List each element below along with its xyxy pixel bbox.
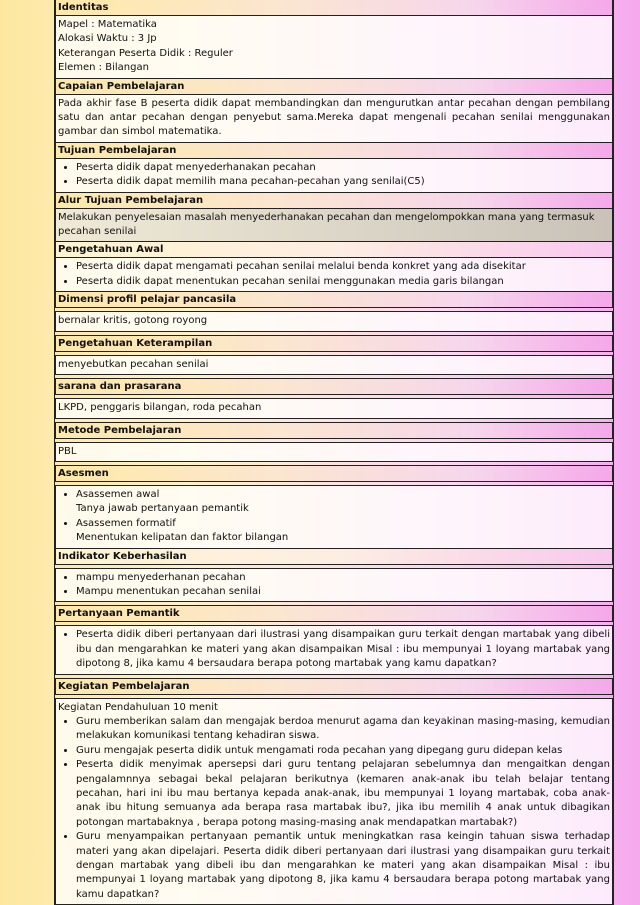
kegiatan-list	[58, 715, 610, 902]
identitas-line: Elemen : Bilangan	[58, 62, 149, 74]
list-item: • Mampu menentukan pecahan senilai	[76, 585, 610, 599]
list-item: • Peserta didik menyimak apersepsi dari guru tentang pelajaran sebelumnya dan mengaitkan dengan pengalamnnya sebagai bekal pelajaran berikutnya (kemaren anak-anak ibu telah belajar tentang pecahan, hari ini ibu mau bertanya kepada anak-anak, ibu mempunyai 1 loyang martabak, coba anak-anak ibu hitung semuanya ada berapa rasa martabak ibu?, jika ibu memilih 4 anak untuk dibagikan potongan martabaknya , berapa potong masing-masing anak mendapatkan martabak?)	[76, 758, 610, 830]
section-header-indikator: Indikator Keberhasilan	[55, 549, 613, 565]
section-header-metode: Metode Pembelajaran	[55, 422, 613, 439]
tujuan-list	[58, 161, 610, 190]
section-header-keterampilan: Pengetahuan Keterampilan	[55, 335, 613, 352]
list-item: • mampu menyederhanan pecahan	[76, 571, 610, 585]
tujuan-box	[55, 159, 613, 193]
section-header-identitas: Identitas	[55, 0, 613, 16]
section-header-alur: Alur Tujuan Pembelajaran	[55, 193, 613, 209]
list-item: • Peserta didik dapat memilih mana pecahan-pecahan yang senilai(C5)	[76, 175, 610, 189]
section-header-pemantik: Pertanyaan Pemantik	[55, 605, 613, 622]
asesmen-list	[58, 488, 610, 546]
list-item: • Guru memberikan salam dan mengajak berdoa menurut agama dan keyakinan masing-masing, kemudian melakukan komunikasi tentang kehadiran siswa.	[76, 715, 610, 744]
sarana-text: LKPD, penggaris bilangan, roda pecahan	[55, 398, 613, 418]
asesmen-label: Asassemen formatif	[76, 517, 176, 529]
section-header-capaian: Capaian Pembelajaran	[55, 79, 613, 95]
kegiatan-box	[55, 698, 613, 905]
identitas-line: Keterangan Peserta Didik : Reguler	[58, 47, 233, 59]
list-item	[76, 517, 610, 546]
metode-text: PBL	[55, 442, 613, 462]
identitas-line: Alokasi Waktu : 3 Jp	[58, 33, 157, 45]
section-header-pengetahuan-awal: Pengetahuan Awal	[55, 242, 613, 258]
pemantik-box	[55, 625, 613, 674]
section-header-asesmen: Asesmen	[55, 465, 613, 482]
indikator-box	[55, 568, 613, 603]
alur-text: Melakukan penyelesaian masalah menyederhanakan pecahan dan mengelompokkan mana yang termasuk pecahan senilai	[55, 209, 613, 243]
list-item: • Peserta didik diberi pertanyaan dari ilustrasi yang disampaikan guru terkait dengan martabak yang dibeli ibu dan mengarahkan ke materi yang akan disampaikan Misal : ibu mempunyai 1 loyang martabak yang dipotong 8, jika kamu 4 bersaudara berapa potong martabak yang kamu dapatkan?	[76, 628, 610, 671]
section-header-dimensi: Dimensi profil pelajar pancasila	[55, 292, 613, 308]
dimensi-text: bernalar kritis, gotong royong	[55, 311, 613, 331]
list-item	[76, 488, 610, 517]
asesmen-sub: Menentukan kelipatan dan faktor bilangan	[76, 532, 289, 544]
list-item: • Guru menyampaikan pertanyaan pemantik untuk meningkatkan rasa keingin tahuan siswa terhadap materi yang akan dipelajari. Peserta didik diberi pertanyaan dari ilustrasi yang disampaikan guru terkait dengan martabak yang dibeli ibu dan mengarahkan ke materi yang akan disampaikan Misal : ibu mempunyai 1 loyang martabak yang dipotong 8, jika kamu 4 bersaudara berapa potong martabak yang kamu dapatkan?	[76, 830, 610, 902]
identitas-line: Mapel : Matematika	[58, 19, 157, 30]
identitas-box	[55, 16, 613, 79]
list-item: • Guru mengajak peserta didik untuk mengamati roda pecahan yang dipegang guru didepan kelas	[76, 744, 610, 758]
lesson-plan-sheet	[54, 0, 614, 905]
list-item: • Peserta didik dapat menentukan pecahan senilai menggunakan media garis bilangan	[76, 275, 610, 289]
capaian-text: Pada akhir fase B peserta didik dapat membandingkan dan mengurutkan antar pecahan dengan pembilang satu dan antar pecahan dengan penyebut sama.Mereka dapat mengenali pecahan senilai menggunakan gambar dan simbol matematika.	[55, 95, 613, 143]
asesmen-label: Asassemen awal	[76, 488, 160, 500]
section-header-sarana: sarana dan prasarana	[55, 378, 613, 395]
pemantik-list	[58, 628, 610, 671]
list-item: • Peserta didik dapat menyederhanakan pecahan	[76, 161, 610, 175]
pengetahuan-awal-box	[55, 258, 613, 292]
asesmen-sub: Tanya jawab pertanyaan pemantik	[76, 503, 249, 515]
list-item: • Peserta didik dapat mengamati pecahan senilai melalui benda konkret yang ada disekitar	[76, 260, 610, 274]
indikator-list	[58, 571, 610, 600]
section-header-kegiatan: Kegiatan Pembelajaran	[55, 678, 613, 695]
asesmen-box	[55, 485, 613, 549]
kegiatan-subtitle: Kegiatan Pendahuluan 10 menit	[58, 701, 218, 713]
section-header-tujuan: Tujuan Pembelajaran	[55, 143, 613, 159]
keterampilan-text: menyebutkan pecahan senilai	[55, 355, 613, 375]
pengetahuan-awal-list	[58, 260, 610, 289]
